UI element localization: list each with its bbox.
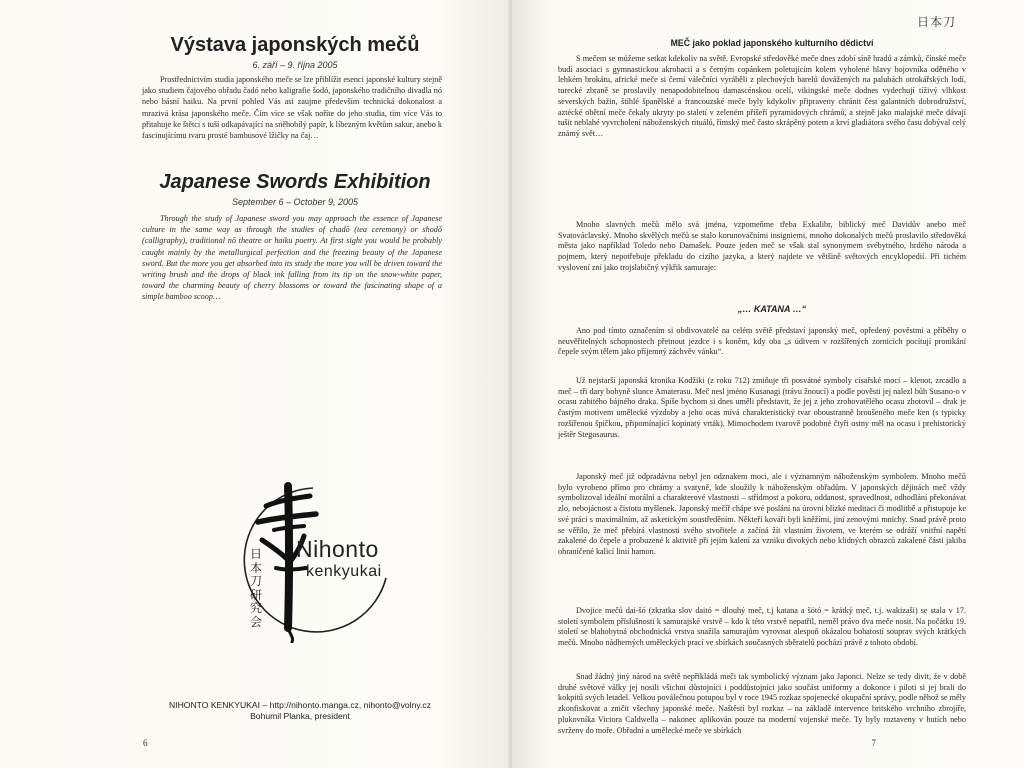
czech-exhibition-title: Výstava japonských mečů — [170, 34, 420, 56]
kanji-page-header: 日本刀 — [916, 15, 956, 29]
logo-kanji-char: 研 — [249, 587, 262, 602]
english-intro-paragraph: Through the study of Japanese sword you may approach the essence of Japanese culture in the same way as through the studies of chadō (tea ceremony) or shodō (calligraphy), traditional nō theatre or haiku poetry. At first sight you would be probably caught mainly by the metallurgical perfection and the freezing beauty of the Japanese sword. But the more you get absorbed into its study the more you will be driven toward the writing brush and the drops of black ink falling from its tip on the snow-white paper, toward the charming beauty of cherry blossoms or toward the fascinating shape of a simple bamboo scoop… — [142, 214, 442, 302]
page-number-right: 7 — [871, 738, 876, 748]
article-paragraph: Mnoho slavných mečů mělo svá jména, vzpomeňme třeba Exkalibr, biblický meč Davidův anebo meč Svatováclavský. Mnoho skvělých mečů se stalo korunovačními insigniemi, mnoho dokonalých mečů proslavilo středověká města jako například Toledo nebo Damašek. Pouze jeden meč se však stal synonymem svébytného, hrdého národa a pojmem, který nepotřebuje překladu do cizího jazyka, a který najdete ve většině světových encyklopedií. Při tichém vyslovení zní jako trojslabičný výkřik samuraje: — [558, 220, 966, 272]
logo-kanji-char: 究 — [249, 601, 262, 615]
logo-kanji-char: 刀 — [249, 574, 262, 588]
logo-kanji-char: 日 — [249, 547, 262, 561]
czech-intro-paragraph: Prostřednictvím studia japonského meče se lze přiblížit esenci japonské kultury stejně jako studiem čajového obřadu čadó nebo kaligrafie šodó, japonského tradičního divadla nó nebo básní haiku. Na první pohled Vás asi zaujme především technická dokonalost a mrazivá krása japonského meče. Čím více se však noříte do jeho studia, tím více Vás to přitahuje ke štětci s tuší odkapávající na sněhobílý papír, k líbezným květům sakur, anebo k fascinujícímu tvaru prosté bambusové lžičky na čaj… — [142, 75, 442, 141]
czech-exhibition-dates: 6. září – 9. října 2005 — [252, 60, 338, 70]
article-heading: MEČ jako poklad japonského kulturního dědictví — [670, 38, 874, 48]
logo-name-sub: kenkyukai — [306, 563, 382, 580]
logo-kanji-char: 本 — [249, 560, 262, 575]
president-line: Bohumil Planka, president — [250, 711, 350, 721]
article-paragraph: Snad žádný jiný národ na světě nepřikládá meči tak symbolický význam jako Japonci. Nelze se tedy divit, že v době druhé světové války jej nosili všichni důstojníci i poddůstojníci jako součást uniformy a dokonce i piloti si jej brali do kokpitů svých letadel. Velkou poválečnou potupou byl v roce 1945 rozkaz spojenecké okupační správy, podle něhož se měly zkonfiskovat a zničit všechny japonské meče. Naštěstí byl rozkaz – na základě intervence britského vrchního zbrojíře, plukovníka Victora Caldwella – nakonec aplikován pouze na moderní vojenské meče. Ty byly roztaveny v hutích nebo svrženy do moře. Obřadní a umělecké meče ve sbírkách — [558, 672, 966, 734]
right-page — [512, 0, 1024, 768]
article-paragraph: Japonský meč již odpradávna nebyl jen odznakem moci, ale i významným náboženským symbolem. Mnoho mečů bylo vyrobeno přímo pro chrámy a svatyně, kde sloužily k náboženským obřadům. V japonských dějinách meč vždy symbolizoval ideální morální a charakterové vlastnosti – střídmost a pokoru, oddanost, spravedlnost, odhodlání překonávat zlo, nebojácnost a čistotu myšlenek. Japonský mečíř chápe své poslání na úrovni blízké meditaci či modlitbě a přistupuje ke své práci s maximálním, až asketickým soustředěním. Někteří kováři byli kněžími, jiní zenovými mnichy. Snad právě proto se věřilo, že meč přebírá vlastnosti svého stvořitele a začíná žít vlastním životem, ve kterém se odráží vnitřní napětí zakalené do čepele a probuzené k aktivitě při jejím kalení za vzniku divokých nebo klidných obrazců zakalené části jakiba ohraničené kalicí linií hamon. — [558, 472, 966, 556]
article-paragraph: S mečem se můžeme setkat kdekoliv na světě. Evropské středověké meče dnes zdobí síně hradů a zámků, čínské meče budí asociaci s gymnastickou akrobacií a s černým copánkem poletujícím kolem vyholené hlavy bojovníka oděného v lehkém brokátu, africké meče si černí válečníci vyráběli z plechových barelů dovážených na palubách otrokářských lodí, turecké zbraně se proslavily nenapodobitelnou damascénskou ocelí, vikingské meče dodnes vydechují tíživý vlhkost severských bažin, štíhlé španělské a francouzské meče byly kdykoliv připraveny chránit čest galantních dobrodružství, aztécké obětní meče čekaly ukryty po staletí v zeleném příšeří pyramidových chrámů, a stejně jako malajské meče dávají tušit neblahé vyvrcholení náboženských rituálů, římský meč často skrápěný potem a krví gladiátora svého času dobýval celý známý svět… — [558, 54, 966, 138]
page-number-left: 6 — [143, 738, 148, 748]
english-exhibition-dates: September 6 – October 9, 2005 — [231, 197, 359, 207]
article-paragraph: Ano pod tímto označením si obdivovatelé na celém světě představí japonský meč, opředený pověstmi a příběhy o neuvěřitelných schopnostech přetnout jezdce i s koněm, kdy oba „s údivem v rozšířených zornicích pocítují pronikání čepele svým tělem jako příjemný záchvěv vánku“. — [558, 326, 966, 357]
article-paragraph: Už nejstarší japonská kronika Kodžiki (z roku 712) zmiňuje tři posvátné symboly císařské moci – klenot, zrcadlo a meč – tři dary bohyně slunce Amaterasu. Meč nesl jméno Kusanagi (trávu žnoucí) a podle pověsti jej nalezl bůh Susano-o v ocasu zabitého bájného draka. Spíše bychom si dnes uměli představit, že jej z jeho zrohovatělého ocasu zhotovil – drak je častým motivem umělecké výzdoby a jeho ocas mívá charakteristický tvar oboustranně broušeného meče ken (s typicky rozšířenou špičkou, připomínající kopinatý vrták). Mimochodem tvarově podobné čtyři ostny měl na ocasu i prehistorický ještěr Stegosaurus. — [558, 376, 966, 439]
english-exhibition-title: Japanese Swords Exhibition — [159, 171, 431, 193]
article-paragraph: Dvojice mečů dai-šó (zkratka slov daitó = dlouhý meč, t.j katana a šótó = krátký meč, t.j. wakizaši) se stala v 17. století symbolem příslušnosti k samurajské vrstvě – kdo k této vrstvě nepatřil, neměl právo dva meče nosit. Na počátku 19. století se blahobytná obchodnická vrstva snažila samurajům vyrovnat alespoň okázalou bohatostí souprav svých krátkých mečů. Mnoho nádherných uměleckých prací ve sbírkách současných sběratelů pochází právě z tohoto období. — [558, 606, 966, 648]
katana-exclamation: „… KATANA …“ — [737, 304, 807, 314]
contact-line: NIHONTO KENKYUKAI – http://nihonto.manga.cz, nihonto@volny.cz — [168, 700, 432, 710]
logo-kanji-vertical — [249, 548, 263, 629]
logo-kanji-char: 会 — [249, 614, 262, 629]
logo-name-main: Nihonto — [296, 536, 379, 562]
